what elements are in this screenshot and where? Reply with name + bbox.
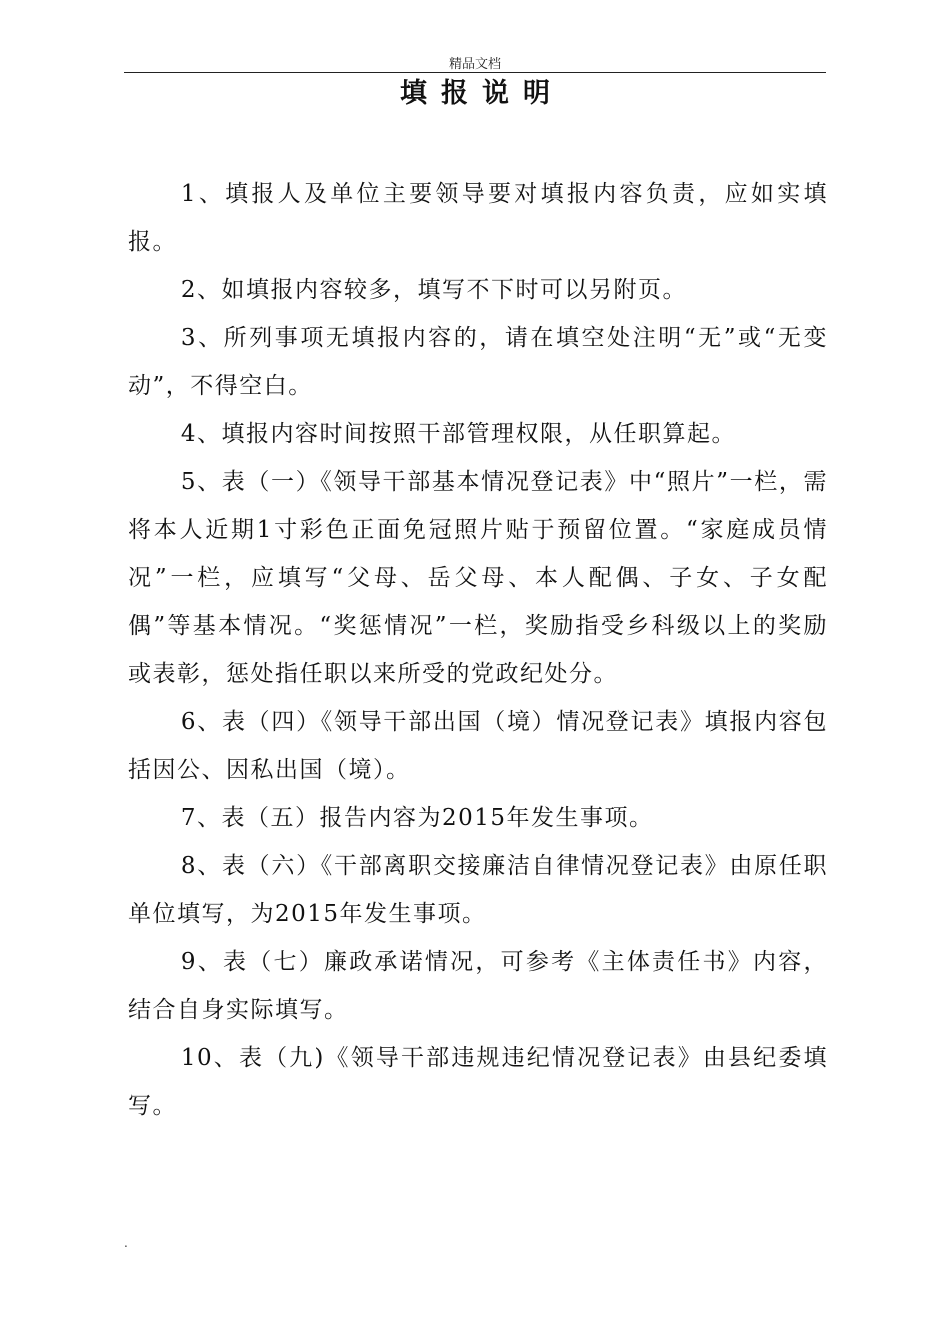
page-header-text: 精品文档 [448,57,501,72]
instruction-item-8: 8、表（六）《干部离职交接廉洁自律情况登记表》由原任职单位填写，为2015年发生事项。 [128,853,828,927]
instruction-item-6: 6、表（四）《领导干部出国（境）情况登记表》填报内容包括因公、因私出国（境）。 [128,709,828,783]
instruction-item-3: 3、所列事项无填报内容的，请在填空处注明“无”或“无变动”，不得空白。 [128,325,828,399]
instruction-item-2: 2、如填报内容较多，填写不下时可以另附页。 [180,277,688,303]
footer-mark: . [124,1236,128,1250]
instructions-body [128,170,828,1130]
page-title: 填报说明 [400,78,564,109]
instruction-item-5: 5、表（一）《领导干部基本情况登记表》中“照片”一栏，需将本人近期1寸彩色正面免冠照片贴于预留位置。“家庭成员情况”一栏，应填写“父母、岳父母、本人配偶、子女、子女配偶”等基本情况。“奖惩情况”一栏，奖励指受乡科级以上的奖励或表彰，惩处指任职以来所受的党政纪处分。 [128,469,828,687]
header-divider [124,72,826,73]
instruction-item-7: 7、表（五）报告内容为2015年发生事项。 [180,805,654,831]
instruction-item-4: 4、填报内容时间按照干部管理权限，从任职算起。 [180,421,737,447]
instruction-item-1: 1、填报人及单位主要领导要对填报内容负责，应如实填报。 [128,181,828,255]
instruction-item-10: 10、表（九)《领导干部违规违纪情况登记表》由县纪委填写。 [128,1045,828,1119]
instruction-item-9: 9、表（七）廉政承诺情况，可参考《主体责任书》内容，结合自身实际填写。 [128,949,828,1023]
